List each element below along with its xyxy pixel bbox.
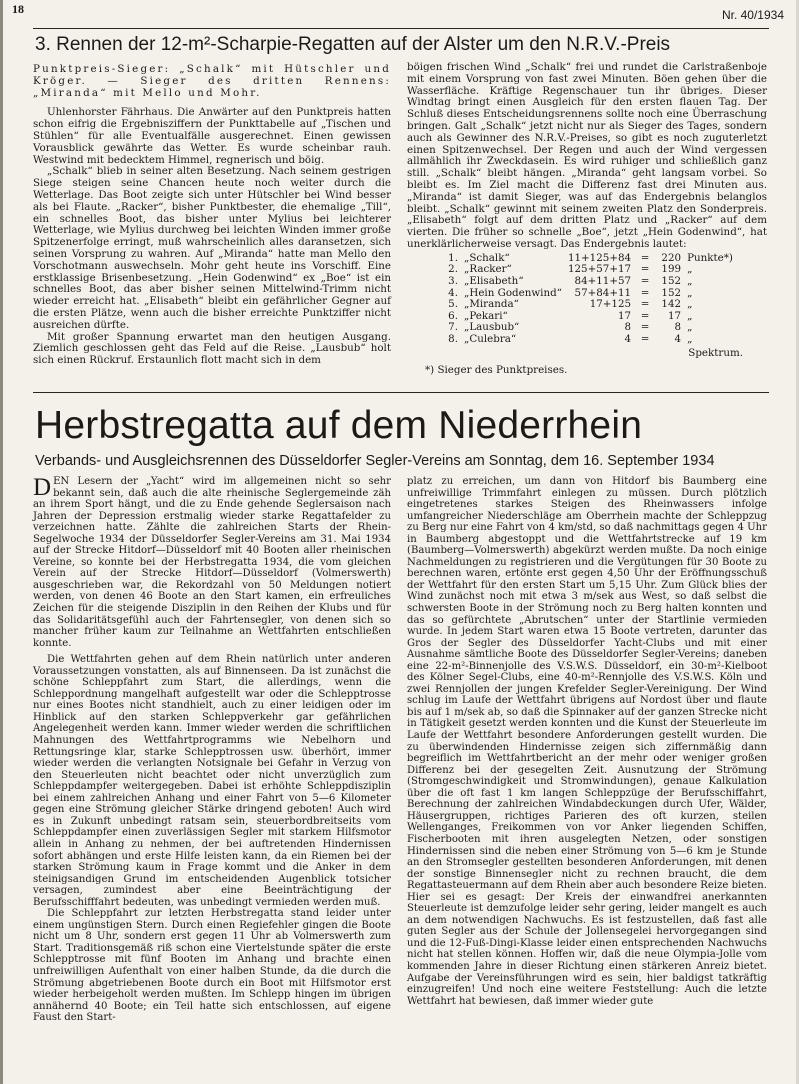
results-cell-eq: = — [640, 298, 650, 311]
results-cell-name: „Hein Godenwind“ — [464, 286, 562, 299]
results-cell-name: „Lausbub“ — [464, 321, 520, 334]
results-cell-calc: 84+11+57 — [574, 274, 632, 287]
results-cell-pos: 7. — [448, 321, 458, 334]
results-cell-unit: „ — [687, 263, 693, 276]
results-cell-calc: 11+125+84 — [567, 251, 632, 264]
results-cell-sum: 142 — [661, 298, 682, 311]
results-cell-pos: 5. — [448, 298, 458, 311]
issue-number: Nr. 40/1934 — [721, 8, 784, 22]
results-cell-eq: = — [640, 286, 650, 299]
results-cell-pos: 1. — [448, 251, 458, 264]
article2-paragraph-text: EN Lesern der „Yacht“ wird im allgemeinen nicht so sehr bekannt sein, daß auch die alte rheinische Seglergemeinde zäh an ihrem Sport hängt, und die zu Ende gehende Seglersaison nach Jahren der Depression erstmalig wieder starke Regattafelder zu verzeichnen hatte. Zählte die zahlreichen Starts der Rhein-Segelwoche 1934 der Düsseldorfer Segler-Vereins am 31. Mai 1934 auf der Strecke Hitdorf—Düsseldorf mit 40 Booten aller rheinischen Vereine, so konnte bei der Herbstregatta 1934, die vom gleichen Verein auf der Strecke Hitdorf—Düsseldorf (Volmerswerth) ausgeschrieben war, die Rekordzahl von 50 Meldungen notiert werden, von denen 46 Boote an den Start kamen, ein erfreuliches Zeichen für die steigende Disziplin in den Reihen der Klubs und für das Solidaritätsgefühl auch der Fahrtensegler, von denen sich so mancher früher kaum zur Teilnahme an Wettfahrten entschließen konnte. — [33, 476, 391, 649]
article2-paragraph: Die Schleppfahrt zur letzten Herbstregatta stand leider unter einem ungünstigen Stern. Durch einen Regiefehler gingen die Boote nicht um 8 Uhr, sondern erst gegen 11 Uhr ab Volmerswerth zum Start. Traditionsgemäß riß schon eine Viertelstunde später die erste Schlepptrosse mit fünf Booten im Anhang und brachte einen unfreiwilligen Aufenthalt von einer halben Stunde, da die durch die Strömung abgetriebenen Boote durch ein Boot mit Hilfsmotor erst wieder herbeigeholt werden mußten. Im Schlepp hingen im übrigen annähernd 40 Boote; ein Teil hatte sich entschlossen, auf eigene Faust den Start- — [33, 908, 391, 1024]
results-cell-name: „Miranda“ — [464, 298, 519, 311]
article1-paragraph: böigen frischen Wind „Schalk“ frei und rundet die Carlstraßenboje mit einem Vorsprung von fast zwei Minuten. Böen gehen über die Wasserfläche. Kräftige Regenschauer tun ihr übriges. Dieser Windtag bringt einen Ausgleich für den ersten flauen Tag. Der Schluß dieses Entscheidungsrennens sollte noch eine Überraschung bringen. Galt „Schalk“ jetzt nicht nur als Sieger des Tages, sondern auch als Gewinner des N.R.V.-Preises, so gibt es noch zuguterletzt einen Spitzenwechsel. Der Regen und auch der Wind vergessen allmählich ihr Zweckdasein. Es wird ruhiger und schließlich ganz still. „Schalk“ bleibt hängen. „Miranda“ geht langsam vorbei. So bleibt es. Im Ziel macht die Differenz fast drei Minuten aus. „Miranda“ ist damit Sieger, was auf das Endergebnis belanglos bleibt. „Schalk“ gewinnt mit seinem zweiten Platz den Sonderpreis. „Elisabeth“ folgt auf dem dritten Platz und „Racker“ auf dem vierten. Die früher so schnelle „Boe“, jetzt „Hein Godenwind“, hat unerklärlicherweise versagt. Das Endergebnis lautet: — [407, 61, 767, 250]
results-cell-unit: „ — [687, 298, 693, 311]
results-row — [443, 334, 736, 346]
results-cell-sum: 4 — [674, 332, 682, 345]
results-cell-eq: = — [640, 332, 650, 345]
results-cell-pos: 4. — [448, 286, 458, 299]
results-cell-sum: 220 — [661, 251, 682, 264]
results-cell-calc: 125+57+17 — [567, 263, 632, 276]
article1-right-column — [407, 62, 767, 377]
results-cell-name: „Pekari“ — [464, 309, 508, 322]
results-cell-sum: 152 — [661, 274, 682, 287]
results-cell-calc: 17+125 — [589, 298, 632, 311]
drop-cap: D — [33, 474, 52, 501]
article1-title: 3. Rennen der 12-m²-Scharpie-Regatten auf der Alster um den N.R.V.-Preis — [35, 34, 671, 55]
article1-left-column — [33, 64, 391, 367]
page-number: 18 — [12, 2, 24, 16]
results-cell-sum: 17 — [667, 309, 682, 322]
results-cell-eq: = — [640, 309, 650, 322]
results-cell-eq: = — [640, 251, 650, 264]
results-row — [443, 299, 736, 311]
results-cell-unit: „ — [687, 286, 693, 299]
article2-paragraph — [33, 476, 391, 649]
results-cell-unit: „ — [687, 274, 693, 287]
article2-paragraph: Die Wettfahrten gehen auf dem Rhein natürlich unter anderen Voraussetzungen vonstatten, als auf Binnenseen. Da ist zunächst die schöne Schleppfahrt zum Start, die allerdings, wenn die Schleppordnung mangelhaft aufgestellt war oder die Schlepptrosse nur eines Bootes nicht standhielt, auch zu einer leidigen oder im Hinblick auf den starken Schleppverkehr gar gefährlichen Angelegenheit werden kann. Immer wieder werden die schriftlichen Mahnungen des Wettfahrtprogramms wie Nebelhorn und Rettungsringe klar, starke Schlepptrossen usw. überhört, immer wieder werden die verlangten Notsignale bei Gefahr in Verzug von den Steuerleuten nicht beachtet oder nicht unverzüglich zum Schleppdampfer weitergegeben. Dabei ist erhöhte Schleppdisziplin bei einem zahlreichen Anhang und einer Fahrt von 5—6 Kilometer gegen eine Strömung gleicher Stärke dringend geboten! Auch wird es in Zukunft unbedingt ratsam sein, steuerbordbreitseits vom Schleppdampfer einen zuverlässigen Segler mit starkem Hilfsmotor allein in Anhang zu nehmen, der bei auftretenden Hindernissen sofort abhängen und erste Hilfe leisten kann, da ein Riemen bei der starken Strömung kaum in Frage kommt und die Anker in dem steinigsandigen Grund im entscheidenden Augenblick totsicher versagen, zumindest aber eine Beeinträchtigung der Berufsschifffahrt bedeuten, was unbedingt vermieden werden muß. — [33, 654, 391, 908]
results-row — [443, 276, 736, 288]
results-cell-calc: 57+84+11 — [574, 286, 632, 299]
results-cell-name: „Schalk“ — [464, 251, 510, 264]
results-cell-eq: = — [640, 263, 650, 276]
results-cell-sum: 8 — [674, 321, 682, 334]
results-cell-sum: 152 — [661, 286, 682, 299]
results-cell-name: „Racker“ — [464, 263, 512, 276]
article1-paragraph: Mit großer Spannung erwartet man den heutigen Ausgang. Ziemlich geschlossen geht das Feld auf die Reise. „Lausbub“ holt sich einen Rückruf. Erstaunlich flott macht sich in dem — [33, 330, 391, 367]
magazine-page — [3, 0, 796, 1084]
results-cell-name: „Elisabeth“ — [464, 274, 524, 287]
results-cell-pos: 6. — [448, 309, 458, 322]
article1-paragraph: Uhlenhorster Fährhaus. Die Anwärter auf den Punktpreis hatten schon eifrig die Ergebnisziffern der Punkttabelle auf „Tischen und Stühlen“ für alle Eventualfälle ausgerechnet. Einen gewissen Vorausblick gewährte das Wetter. Es wurde scheinbar rauh. Westwind mit bedecktem Himmel, regnerisch und böig. — [33, 106, 391, 166]
results-cell-calc: 4 — [624, 332, 632, 345]
results-table — [443, 253, 736, 346]
article2-subtitle: Verbands- und Ausgleichsrennen des Düsseldorfer Segler-Vereins am Sonntag, dem 16. September 1934 — [35, 453, 715, 469]
results-signature: Spektrum. — [688, 346, 743, 359]
results-cell-pos: 2. — [448, 263, 458, 276]
article2-paragraph: platz zu erreichen, um dann von Hitdorf bis Baumberg eine unfreiwillige Trimmfahrt einlegen zu müssen. Durch plötzlich eingetretenes starkes Steigen des Rheinwassers infolge umfangreicher Niederschläge am Oberrhein machte der Schleppzug zu Berg nur eine Fahrt von 4 km/std, so daß nachmittags gegen 4 Uhr in Baumberg abgestoppt und die Wettfahrtstrecke auf 19 km (Baumberg—Volmerswerth) abgekürzt werden mußte. Da noch einige Nachmeldungen zu registrieren und die Vergütungen für 30 Boote zu berechnen waren, ertönte erst gegen 4,50 Uhr der Eröffnungsschuß der Wettfahrt für den ersten Start um 5,15 Uhr. Zum Glück blies der Wind zunächst noch mit etwa 3 m/sek aus West, so daß selbst die schwersten Boote in der Strömung noch zu Berg halten konnten und das so gefürchtete „Abrutschen“ unter der Startlinie vermieden wurde. In jedem Start waren etwa 15 Boote vertreten, darunter das Gros der Segler des Düsseldorfer Yacht-Clubs und mit einer Ausnahme sämtliche Boote des Düsseldorfer Segler-Vereins; daneben eine 22-m²-Binnenjolle des V.S.W.S. Düsseldorf, ein 30-m²-Kielboot des Kölner Segel-Clubs, eine 40-m²-Rennjolle des V.S.W.S. Köln und zwei Rennjollen der jungen Krefelder Segler-Vereinigung. Der Wind schlug im Laufe der Wettfahrt übrigens auf Nordost über und flaute bis auf 1 m/sek ab, so daß die Spinnaker auf der ganzen Strecke nicht in Tätigkeit gesetzt werden konnten und die Kunst der Steuerleute im Laufe der Wettfahrt besondere Anforderungen gestellt wurden. Die zu überwindenden Hindernisse zeigen sich ziffernmäßig dann begreiflich im Wettfahrtbericht an der mehr oder weniger großen Differenz bei der gesegelten Zeit. Ausnutzung der Strömung (Stromgeschwindigkeit und Stromwindungen), genaue Kalkulation über die oft fast 1 km langen Schleppzüge der Berufsschiffahrt, Berechnung der zahlreichen Windabdeckungen durch Ufer, Wälder, Häusergruppen, richtiges Parieren des oft kurzen, steilen Wellenganges, Freikommen von vor Anker liegenden Schiffen, Fischerbooten mit ihren ausgelegten Netzen, oder sonstigen Hindernissen sind die neben einer Strömung von 5—6 km je Stunde an den Stromsegler gestellten besonderen Anforderungen, mit denen der sonstige Binnensegler nicht zu rechnen braucht, die dem Regattasteuermann auf dem Rhein aber auch besondere Reize bieten. Hier sei es gesagt: Der Kreis der einwandfrei anerkannten Steuerleute ist demzufolge leider sehr gering, leider mangelt es auch an dem notwendigen Nachwuchs. Es ist festzustellen, daß fast alle guten Segler aus der Schule der Jollensegelei hervorgegangen sind und die 12-Fuß-Dingi-Klasse leider einen entsprechenden Nachwuchs nicht hat stellen können. Hoffen wir, daß die neue Olympia-Jolle vom kommenden Jahre in dieser Richtung einen stärkeren Anreiz bietet. Aufgabe der Vereinsführungen wird es sein, hier baldigst tatkräftig einzugreifen! Und noch eine weitere Feststellung: Auch die letzte Wettfahrt hat bewiesen, daß immer wieder gute — [407, 476, 767, 1007]
results-cell-eq: = — [640, 321, 650, 334]
header-rule — [33, 28, 769, 29]
results-cell-calc: 8 — [624, 321, 632, 334]
footnote: *) Sieger des Punktpreises. — [425, 364, 568, 377]
results-cell-unit: „ — [687, 321, 693, 334]
results-cell-unit: Punkte*) — [687, 251, 733, 264]
section-rule — [33, 392, 769, 393]
results-cell-pos: 3. — [448, 274, 458, 287]
results-cell-pos: 8. — [448, 332, 458, 345]
article2-right-column — [407, 476, 767, 1007]
results-cell-unit: „ — [687, 332, 693, 345]
results-cell-calc: 17 — [617, 309, 632, 322]
article2-left-column — [33, 476, 391, 1024]
article2-title: Herbstregatta auf dem Niederrhein — [35, 404, 643, 447]
results-cell-name: „Culebra“ — [464, 332, 517, 345]
article1-paragraph: „Schalk“ blieb in seiner alten Besetzung. Nach seinem gestrigen Siege steigen seine Chancen heute noch weiter durch die Wetterlage. Das Boot zeigte sich unter Hütschler bei Wind besser als bei Flaute. „Racker“, bisher Punktbester, die ehemalige „Till“, ein schnelles Boot, das bisher unter Mylius bei leichterer Wetterlage, wie Mylius durchweg bei leichten Winden immer große Spitzenerfolge erringt, muß wahrscheinlich alles daransetzen, sich seinen Vorsprung zu wahren. Auf „Miranda“ hatte man Mello den Vorschotmann auswechseln. Mohr geht heute ins Vorschiff. Eine erstklassige Brisenbesetzung. „Hein Godenwind“ ex „Boe“ ist ein schnelles Boot, das aber bisher seinen Mittelwind-Trimm nicht wieder erreicht hat. „Elisabeth“ bleibt ein gefährlicher Gegner auf die ersten Plätze, wenn auch die bisher erreichte Punktziffer nicht ausreichen dürfte. — [33, 165, 391, 331]
results-cell-sum: 199 — [661, 263, 682, 276]
results-cell-unit: „ — [687, 309, 693, 322]
article1-lead: Punktpreis-Sieger: „Schalk“ mit Hütschler und Kröger. — Sieger des dritten Rennens: „Miranda“ mit Mello und Mohr. — [33, 63, 391, 99]
results-cell-eq: = — [640, 274, 650, 287]
